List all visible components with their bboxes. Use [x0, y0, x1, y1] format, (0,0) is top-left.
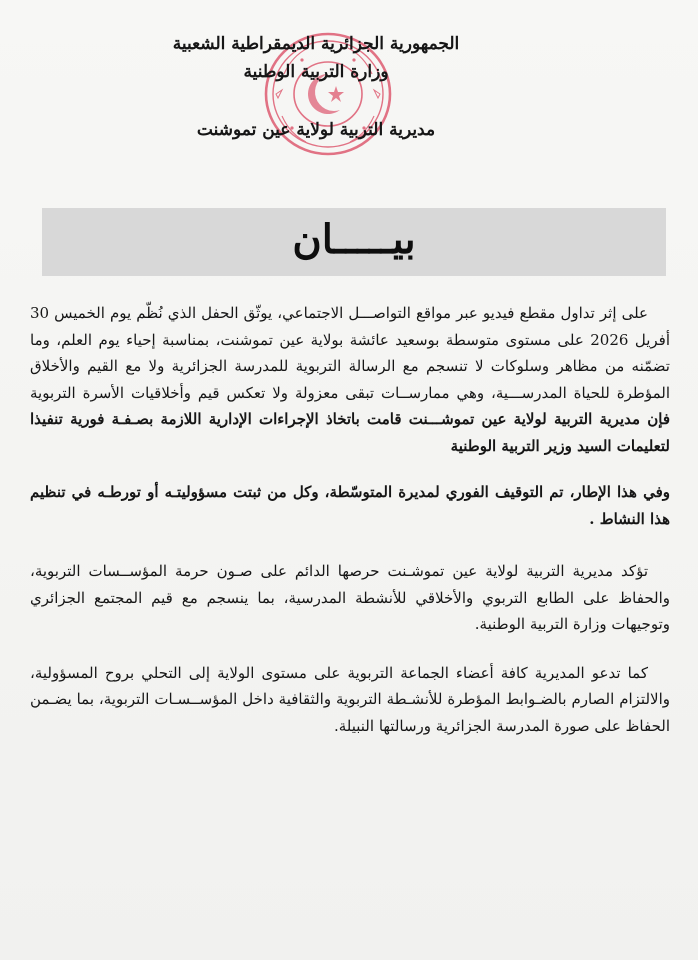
paragraph-3	[30, 558, 670, 638]
document-title: بيـــــان	[292, 216, 416, 263]
ministry-name: وزارة التربية الوطنية	[243, 62, 389, 82]
paragraph-4-text: كما تدعو المديرية كافة أعضاء الجماعة التربوية على مستوى الولاية إلى التحلي بروح المسؤولية، والالتزام الصارم بالضـوابط المؤطرة للأنشـطة التربوية والثقافية داخل المؤســسـات التربوية، بما يضـمن الحفاظ على صورة المدرسة الجزائرية ورسالتها النبيلة.	[30, 663, 670, 735]
paragraph-1-text: على إثر تداول مقطع فيديو عبر مواقع التواصـــل الاجتماعي، يوثّق الحفل الذي نُظّم يوم الخميس 30 أفريل 2026 على مستوى متوسطة بوسعيد عائشة بولاية عين تموشنت، بمناسبة إحياء يوم العلم، وما تضمّنه من مظاهر وسلوكات لا تنسجم مع الرسالة التربوية للمدرسة الجزائرية ولا مع القيم والأخلاق المؤطرة للحياة المدرســـية، وهي ممارســات تبقى معزولة ولا تعكس قيم وأخلاقيات الأسرة التربوية	[30, 304, 670, 402]
paragraph-2-text: وفي هذا الإطار، تم التوقيف الفوري لمديرة المتوسّطة، وكل من ثبتت مسؤوليتـه أو تورطـه في تنظيم هذا النشاط .	[30, 483, 670, 528]
paragraph-1-bold-text: فإن مديرية التربية لولاية عين تموشـــنت قامت باتخاذ الإجراءات الإدارية اللازمة بصـفـة فورية تنفيذا لتعليمات السيد وزير التربية الوطنية	[30, 410, 670, 455]
paragraph-1	[30, 300, 670, 459]
republic-name: الجمهورية الجزائرية الديمقراطية الشعبية	[172, 34, 460, 54]
paragraph-2	[30, 479, 670, 532]
directorate-name: مديرية التربية لولاية عين تموشنت	[196, 120, 436, 140]
title-band	[42, 208, 666, 276]
paragraph-4	[30, 660, 670, 740]
statement-body	[30, 300, 670, 761]
letterhead	[166, 30, 466, 144]
paragraph-3-text: تؤكد مديرية التربية لولاية عين تموشـنت حرصها الدائم على صـون حرمة المؤســسات التربوية، والحفاظ على الطابع التربوي والأخلاقي للأنشطة المدرسية، بما ينسجم مع قيم المجتمع الجزائري وتوجيهات وزارة التربية الوطنية.	[30, 562, 670, 633]
